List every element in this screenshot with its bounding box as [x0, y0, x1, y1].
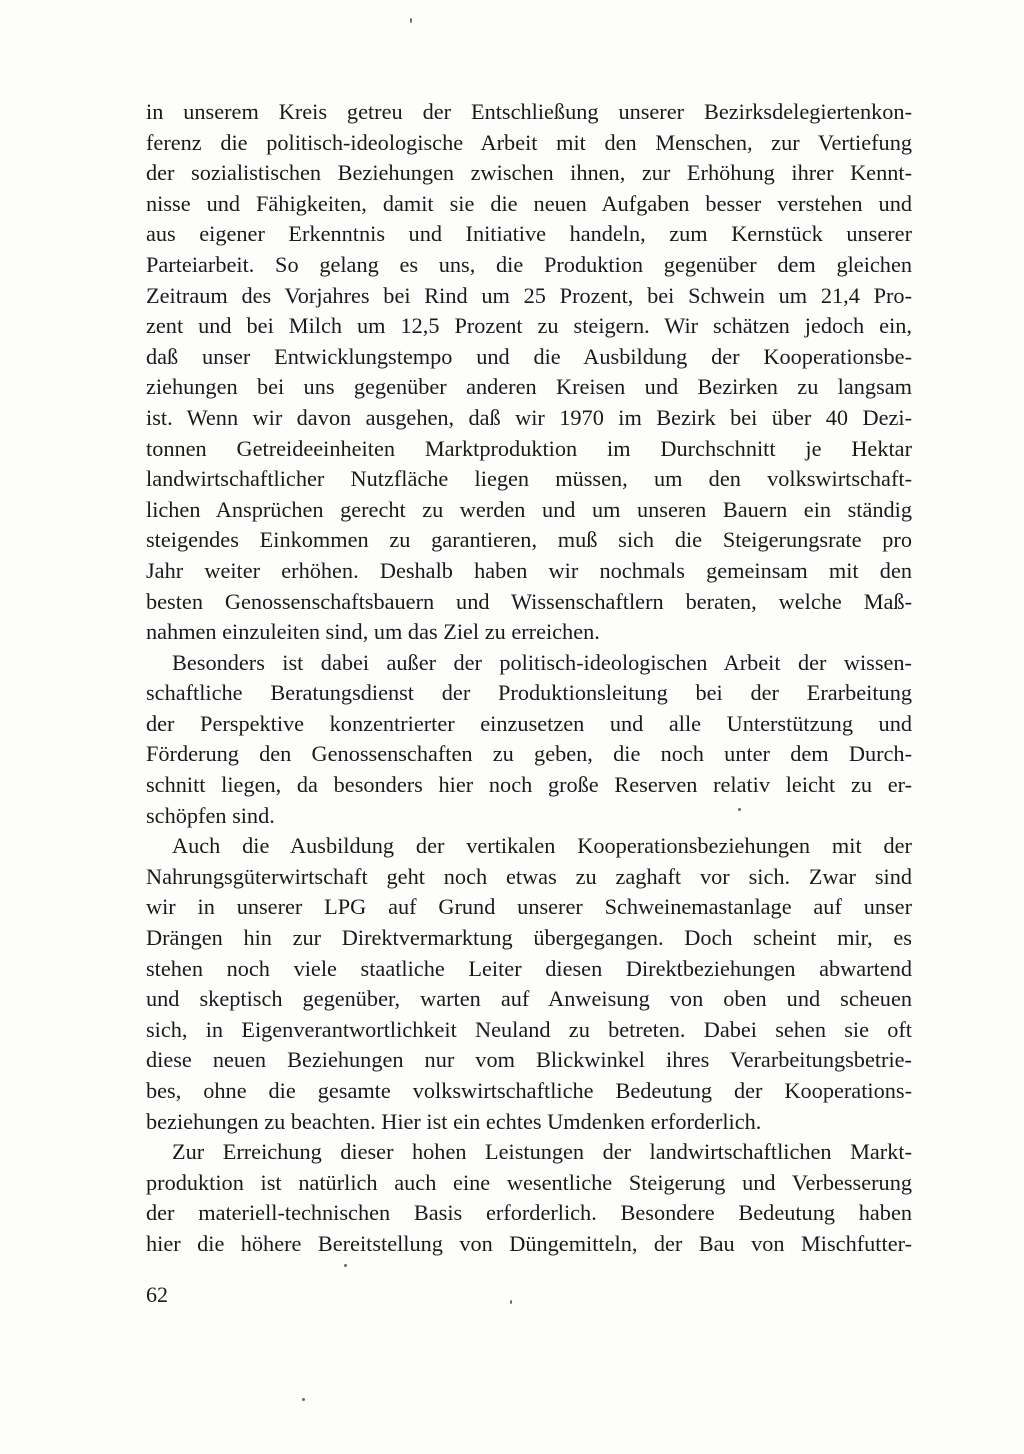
text-line: bes, ohne die gesamte volkswirtschaftliche Bedeutung der Kooperations-	[146, 1078, 912, 1103]
text-line: nisse und Fähigkeiten, damit sie die neuen Aufgaben besser verstehen und	[146, 190, 912, 216]
text-line: zent und bei Milch um 12,5 Prozent zu steigern. Wir schätzen jedoch ein,	[146, 313, 912, 339]
text-line: hier die höhere Bereitstellung von Düngemitteln, der Bau von Mischfutter-	[146, 1230, 912, 1256]
text-line: ist. Wenn wir davon ausgehen, daß wir 1970 im Bezirk bei über 40 Dezi-	[146, 404, 912, 430]
text-line: beziehungen zu beachten. Hier ist ein echtes Umdenken erforderlich.	[146, 1108, 762, 1134]
text-line: Auch die Ausbildung der vertikalen Kooperationsbeziehungen mit der	[172, 833, 912, 859]
text-line: besten Genossenschaftsbauern und Wissenschaftlern beraten, welche Maß-	[146, 588, 912, 614]
text-line: tonnen Getreideeinheiten Marktproduktion im Durchschnitt je Hektar	[146, 435, 912, 461]
page-number: 62	[146, 1282, 168, 1307]
text-line: in unserem Kreis getreu der Entschließung unserer Bezirksdelegiertenkon-	[146, 99, 912, 124]
scan-speck	[510, 1300, 512, 1304]
text-line: produktion ist natürlich auch eine wesentliche Steigerung und Verbesserung	[146, 1169, 912, 1195]
text-line: stehen noch viele staatliche Leiter diesen Direktbeziehungen abwartend	[146, 955, 912, 981]
text-line: und skeptisch gegenüber, warten auf Anweisung von oben und scheuen	[146, 986, 912, 1012]
scan-speck	[738, 808, 741, 811]
text-line: schaftliche Beratungsdienst der Produktionsleitung bei der Erarbeitung	[146, 680, 912, 706]
text-line: der Perspektive konzentrierter einzusetzen und alle Unterstützung und	[146, 710, 912, 736]
body-text	[146, 97, 912, 1260]
scan-speck	[344, 1264, 347, 1267]
text-line: sich, in Eigenverantwortlichkeit Neuland zu betreten. Dabei sehen sie oft	[146, 1016, 912, 1042]
text-line: Parteiarbeit. So gelang es uns, die Produktion gegenüber dem gleichen	[146, 251, 912, 277]
paragraph	[146, 648, 912, 832]
text-line: ferenz die politisch-ideologische Arbeit mit den Menschen, zur Vertiefung	[146, 129, 912, 155]
paragraph	[146, 831, 912, 1137]
text-line: aus eigener Erkenntnis und Initiative handeln, zum Kernstück unserer	[146, 221, 912, 247]
text-line: diese neuen Beziehungen nur vom Blickwinkel ihres Verarbeitungsbetrie-	[146, 1047, 912, 1073]
text-line: der sozialistischen Beziehungen zwischen ihnen, zur Erhöhung ihrer Kennt-	[146, 160, 912, 186]
text-line: Förderung den Genossenschaften zu geben, die noch unter dem Durch-	[146, 741, 912, 767]
text-line: ziehungen bei uns gegenüber anderen Kreisen und Bezirken zu langsam	[146, 374, 912, 400]
text-line: schöpfen sind.	[146, 802, 275, 828]
text-line: wir in unserer LPG auf Grund unserer Schweinemastanlage auf unser	[146, 894, 912, 920]
text-line: landwirtschaftlicher Nutzfläche liegen müssen, um den volkswirtschaft-	[146, 466, 912, 492]
text-line: Besonders ist dabei außer der politisch-ideologischen Arbeit der wissen-	[172, 649, 912, 675]
text-line: schnitt liegen, da besonders hier noch große Reserven relativ leicht zu er-	[146, 772, 912, 798]
text-line: der materiell-technischen Basis erforderlich. Besondere Bedeutung haben	[146, 1200, 912, 1226]
paragraph	[146, 97, 912, 648]
text-line: nahmen einzuleiten sind, um das Ziel zu erreichen.	[146, 619, 600, 645]
text-line: Zeitraum des Vorjahres bei Rind um 25 Prozent, bei Schwein um 21,4 Pro-	[146, 282, 912, 308]
text-line: lichen Ansprüchen gerecht zu werden und um unseren Bauern ein ständig	[146, 496, 912, 522]
paragraph	[146, 1137, 912, 1259]
text-line: Nahrungsgüterwirtschaft geht noch etwas zu zaghaft vor sich. Zwar sind	[146, 863, 912, 889]
text-line: steigendes Einkommen zu garantieren, muß sich die Steigerungsrate pro	[146, 527, 912, 553]
scan-speck	[302, 1398, 305, 1401]
text-line: Zur Erreichung dieser hohen Leistungen der landwirtschaftlichen Markt-	[172, 1139, 912, 1165]
text-line: daß unser Entwicklungstempo und die Ausbildung der Kooperationsbe-	[146, 343, 912, 369]
scan-speck	[410, 18, 412, 23]
text-line: Drängen hin zur Direktvermarktung übergegangen. Doch scheint mir, es	[146, 925, 912, 951]
text-line: Jahr weiter erhöhen. Deshalb haben wir nochmals gemeinsam mit den	[146, 557, 912, 583]
